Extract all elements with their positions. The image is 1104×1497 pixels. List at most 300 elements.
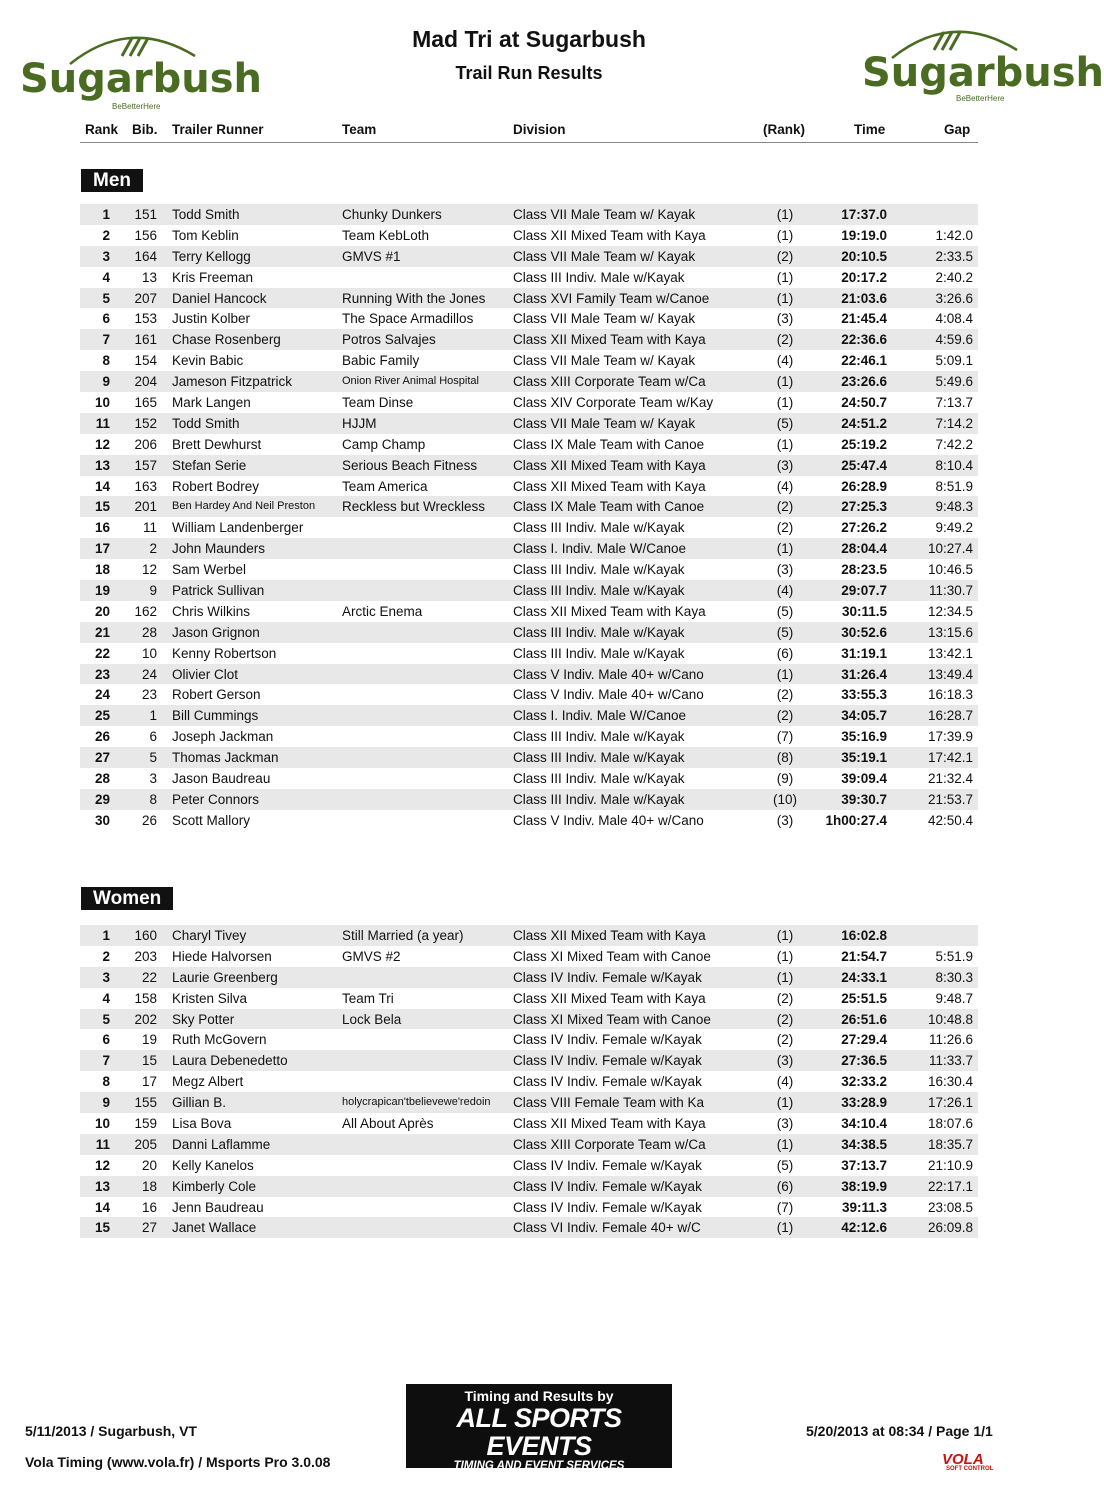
cell-rank: 8	[102, 1074, 110, 1090]
cell-time: 33:28.9	[841, 1095, 887, 1111]
ad-url: www.allsportsevents.com	[465, 1472, 613, 1486]
cell-bib: 151	[134, 207, 157, 222]
cell-division: Class XII Mixed Team with Kaya	[513, 457, 706, 473]
vola-logo-subtitle: SOFT CONTROL	[946, 1466, 994, 1472]
table-row	[80, 517, 978, 538]
cell-division: Class XIII Corporate Team w/Ca	[513, 1136, 706, 1152]
cell-gap: 23:08.5	[927, 1199, 973, 1215]
cell-rank: 19	[94, 583, 110, 599]
cell-rank: 3	[102, 969, 110, 985]
cell-time: 22:46.1	[841, 353, 887, 369]
cell-team: HJJM	[342, 415, 377, 431]
cell-time: 32:33.2	[841, 1074, 887, 1090]
cell-team: Potros Salvajes	[342, 332, 436, 348]
cell-rank: 30	[94, 812, 110, 828]
cell-gap: 16:30.4	[927, 1074, 973, 1090]
cell-rank: 29	[94, 791, 110, 807]
cell-division-rank: (3)	[776, 311, 794, 327]
cell-rank: 12	[94, 436, 110, 452]
cell-division-rank: (4)	[776, 478, 794, 494]
cell-division-rank: (5)	[776, 415, 794, 431]
cell-rank: 6	[102, 311, 110, 327]
cell-division: Class VII Male Team w/ Kayak	[513, 353, 696, 369]
table-row	[80, 559, 978, 580]
cell-rank: 4	[102, 990, 110, 1006]
cell-bib: 206	[134, 436, 157, 452]
cell-division: Class IV Indiv. Female w/Kayak	[513, 1032, 702, 1048]
table-row	[80, 329, 978, 350]
cell-time: 28:04.4	[841, 541, 887, 557]
cell-gap: 1:42.0	[935, 227, 973, 243]
cell-runner-name: Robert Bodrey	[172, 478, 260, 494]
cell-runner-name: Kimberly Cole	[172, 1178, 257, 1194]
cell-division: Class V Indiv. Male 40+ w/Cano	[513, 666, 704, 682]
cell-runner-name: Kristen Silva	[172, 990, 248, 1006]
cell-runner-name: Sky Potter	[172, 1011, 235, 1027]
cell-time: 22:36.6	[841, 332, 887, 348]
cell-division: Class III Indiv. Male w/Kayak	[513, 624, 685, 640]
cell-gap: 16:18.3	[927, 687, 973, 703]
cell-bib: 159	[134, 1116, 157, 1132]
header-division: Division	[513, 122, 566, 137]
cell-time: 38:19.9	[841, 1178, 887, 1194]
cell-time: 27:26.2	[841, 520, 887, 536]
table-row	[80, 476, 978, 497]
cell-time: 25:47.4	[841, 457, 887, 473]
cell-rank: 17	[94, 541, 110, 557]
cell-gap: 10:27.4	[927, 541, 973, 557]
cell-team: holycrapican'tbelievewe'redoin	[342, 1096, 491, 1109]
cell-time: 24:50.7	[841, 395, 887, 411]
cell-bib: 203	[134, 948, 157, 964]
cell-division: Class III Indiv. Male w/Kayak	[513, 269, 685, 285]
table-row	[80, 538, 978, 559]
header-bib: Bib.	[132, 122, 158, 137]
cell-rank: 16	[94, 520, 110, 536]
cell-division: Class I. Indiv. Male W/Canoe	[513, 541, 687, 557]
header-division-rank: (Rank)	[763, 122, 806, 137]
table-row	[80, 455, 978, 476]
cell-time: 42:12.6	[841, 1220, 887, 1236]
cell-gap: 10:48.8	[927, 1011, 973, 1027]
table-row	[80, 350, 978, 371]
cell-division-rank: (1)	[776, 227, 794, 243]
cell-rank: 15	[94, 499, 110, 515]
cell-team: Babic Family	[342, 353, 420, 369]
ad-brand: ALL SPORTS EVENTS	[456, 1403, 622, 1461]
cell-runner-name: Patrick Sullivan	[172, 583, 265, 599]
table-row	[80, 580, 978, 601]
cell-rank: 26	[94, 729, 110, 745]
cell-runner-name: Mark Langen	[172, 395, 251, 411]
logo-wordmark: Sugarbush	[862, 50, 1104, 96]
table-row	[80, 267, 978, 288]
cell-rank: 21	[94, 624, 110, 640]
cell-runner-name: Ruth McGovern	[172, 1032, 267, 1048]
cell-division: Class IV Indiv. Female w/Kayak	[513, 1074, 702, 1090]
cell-time: 34:38.5	[841, 1136, 887, 1152]
cell-team: Chunky Dunkers	[342, 207, 442, 222]
cell-runner-name: Chris Wilkins	[172, 603, 251, 619]
cell-division-rank: (4)	[776, 353, 794, 369]
cell-runner-name: Charyl Tivey	[172, 928, 247, 943]
cell-runner-name: Justin Kolber	[172, 311, 251, 327]
cell-time: 34:10.4	[841, 1116, 887, 1132]
cell-division-rank: (5)	[776, 603, 794, 619]
cell-gap: 5:09.1	[935, 353, 973, 369]
cell-division-rank: (7)	[776, 1199, 794, 1215]
cell-rank: 7	[102, 332, 110, 348]
cell-rank: 25	[94, 708, 110, 724]
table-row	[80, 392, 978, 413]
cell-bib: 154	[134, 353, 157, 369]
cell-bib: 20	[141, 1157, 157, 1173]
cell-time: 19:19.0	[841, 227, 887, 243]
cell-division-rank: (1)	[776, 541, 794, 557]
cell-time: 31:19.1	[841, 645, 887, 661]
table-row	[80, 413, 978, 434]
cell-runner-name: Terry Kellogg	[172, 248, 251, 264]
cell-time: 24:51.2	[841, 415, 887, 431]
table-row	[80, 946, 978, 967]
cell-team: Serious Beach Fitness	[342, 457, 478, 473]
cell-division: Class VI Indiv. Female 40+ w/C	[513, 1220, 701, 1236]
cell-division-rank: (1)	[776, 948, 794, 964]
cell-team: Camp Champ	[342, 436, 426, 452]
cell-division-rank: (2)	[776, 1032, 794, 1048]
cell-division-rank: (3)	[776, 812, 794, 828]
table-row	[80, 622, 978, 643]
cell-bib: 201	[134, 499, 157, 515]
cell-division-rank: (2)	[776, 332, 794, 348]
cell-runner-name: Todd Smith	[172, 207, 240, 222]
cell-division: Class XII Mixed Team with Kaya	[513, 928, 706, 943]
table-row	[80, 768, 978, 789]
footer-date-location: 5/11/2013 / Sugarbush, VT	[25, 1423, 197, 1439]
ad-line-1: Timing and Results by	[464, 1388, 614, 1404]
cell-gap: 42:50.4	[927, 812, 973, 828]
cell-division: Class IV Indiv. Female w/Kayak	[513, 1157, 702, 1173]
cell-time: 35:19.1	[841, 750, 887, 766]
cell-runner-name: William Landenberger	[172, 520, 304, 536]
table-row	[80, 1134, 978, 1155]
cell-bib: 26	[141, 812, 157, 828]
cell-gap: 13:42.1	[927, 645, 973, 661]
cell-runner-name: Joseph Jackman	[172, 729, 274, 745]
cell-runner-name: Janet Wallace	[172, 1220, 257, 1236]
cell-bib: 8	[149, 791, 157, 807]
cell-time: 25:19.2	[841, 436, 887, 452]
cell-runner-name: John Maunders	[172, 541, 266, 557]
cell-division: Class XII Mixed Team with Kaya	[513, 478, 706, 494]
cell-rank: 15	[94, 1220, 110, 1236]
cell-rank: 10	[94, 395, 110, 411]
header-name: Trailer Runner	[172, 122, 264, 137]
cell-team: Reckless but Wreckless	[342, 499, 486, 515]
cell-division: Class XI Mixed Team with Canoe	[513, 1011, 711, 1027]
cell-time: 34:05.7	[841, 708, 887, 724]
cell-bib: 19	[141, 1032, 157, 1048]
cell-gap: 11:33.7	[928, 1053, 973, 1069]
cell-division: Class III Indiv. Male w/Kayak	[513, 645, 685, 661]
cell-runner-name: Kelly Kanelos	[172, 1157, 254, 1173]
cell-bib: 9	[149, 583, 157, 599]
cell-division: Class IV Indiv. Female w/Kayak	[513, 969, 702, 985]
table-row	[80, 664, 978, 685]
cell-division-rank: (2)	[776, 248, 794, 264]
cell-division: Class XII Mixed Team with Kaya	[513, 1116, 706, 1132]
table-row	[80, 1176, 978, 1197]
cell-division-rank: (2)	[776, 520, 794, 536]
cell-bib: 24	[141, 666, 157, 682]
cell-runner-name: Todd Smith	[172, 415, 240, 431]
cell-rank: 24	[94, 687, 110, 703]
cell-division: Class XI Mixed Team with Canoe	[513, 948, 711, 964]
cell-gap: 5:51.9	[935, 948, 973, 964]
cell-bib: 164	[134, 248, 157, 264]
cell-gap: 2:33.5	[935, 248, 973, 264]
cell-rank: 3	[102, 248, 110, 264]
table-row	[80, 601, 978, 622]
cell-gap: 12:34.5	[927, 603, 973, 619]
cell-team: Running With the Jones	[342, 290, 486, 306]
cell-division-rank: (2)	[776, 687, 794, 703]
table-row	[80, 925, 978, 946]
table-row	[80, 789, 978, 810]
cell-runner-name: Ben Hardey And Neil Preston	[172, 500, 316, 513]
cell-division-rank: (1)	[776, 436, 794, 452]
cell-bib: 160	[134, 928, 157, 943]
cell-rank: 10	[94, 1116, 110, 1132]
cell-rank: 1	[102, 928, 110, 943]
cell-team: Team Dinse	[342, 395, 414, 411]
header-time: Time	[854, 122, 886, 137]
cell-division: Class III Indiv. Male w/Kayak	[513, 750, 685, 766]
cell-rank: 8	[102, 353, 110, 369]
table-row	[80, 684, 978, 705]
cell-time: 27:25.3	[841, 499, 887, 515]
cell-runner-name: Peter Connors	[172, 791, 260, 807]
cell-division-rank: (2)	[776, 708, 794, 724]
cell-rank: 5	[102, 1011, 110, 1027]
cell-division: Class III Indiv. Male w/Kayak	[513, 520, 685, 536]
cell-bib: 162	[134, 603, 157, 619]
cell-runner-name: Danni Laflamme	[172, 1136, 271, 1152]
table-row	[80, 643, 978, 664]
cell-gap: 5:49.6	[935, 374, 973, 390]
cell-division: Class XIII Corporate Team w/Ca	[513, 374, 706, 390]
cell-rank: 14	[94, 1199, 110, 1215]
cell-division: Class VII Male Team w/ Kayak	[513, 207, 696, 222]
cell-bib: 11	[142, 520, 157, 536]
cell-bib: 202	[134, 1011, 157, 1027]
cell-division-rank: (4)	[776, 583, 794, 599]
cell-division-rank: (8)	[776, 750, 794, 766]
cell-gap: 9:48.3	[935, 499, 973, 515]
table-row	[80, 246, 978, 267]
cell-runner-name: Olivier Clot	[172, 666, 239, 682]
cell-runner-name: Kris Freeman	[172, 269, 254, 285]
cell-time: 25:51.5	[841, 990, 887, 1006]
cell-rank: 6	[102, 1032, 110, 1048]
cell-division-rank: (9)	[776, 771, 794, 787]
cell-division-rank: (2)	[776, 1011, 794, 1027]
cell-bib: 158	[134, 990, 157, 1006]
cell-rank: 9	[102, 1095, 110, 1111]
cell-time: 26:28.9	[841, 478, 887, 494]
cell-runner-name: Tom Keblin	[172, 227, 239, 243]
table-row	[80, 371, 978, 392]
women-results	[80, 925, 978, 1238]
cell-runner-name: Thomas Jackman	[172, 750, 279, 766]
cell-gap: 8:10.4	[935, 457, 973, 473]
table-row	[80, 1113, 978, 1134]
cell-gap: 18:35.7	[927, 1136, 973, 1152]
cell-division-rank: (5)	[776, 624, 794, 640]
cell-team: Arctic Enema	[342, 603, 423, 619]
cell-division-rank: (1)	[776, 374, 794, 390]
cell-gap: 7:14.2	[935, 415, 973, 431]
cell-time: 30:11.5	[841, 603, 887, 619]
cell-rank: 13	[94, 1178, 110, 1194]
table-row	[80, 496, 978, 517]
cell-division: Class XVI Family Team w/Canoe	[513, 290, 710, 306]
cell-gap: 21:32.4	[927, 771, 973, 787]
timing-sponsor-banner	[406, 1384, 672, 1486]
cell-time: 29:07.7	[841, 583, 887, 599]
cell-gap: 7:13.7	[935, 395, 973, 411]
footer-printed: 5/20/2013 at 08:34 / Page 1/1	[806, 1423, 993, 1439]
cell-gap: 9:49.2	[935, 520, 973, 536]
logo-tagline: BeBetterHere	[112, 102, 161, 111]
table-row	[80, 1029, 978, 1050]
section-label-women: Women	[81, 887, 173, 910]
cell-division: Class XIV Corporate Team w/Kay	[513, 395, 714, 411]
cell-runner-name: Stefan Serie	[172, 457, 247, 473]
cell-rank: 12	[94, 1157, 110, 1173]
cell-time: 31:26.4	[841, 666, 887, 682]
table-row	[80, 1050, 978, 1071]
cell-rank: 5	[102, 290, 110, 306]
cell-bib: 23	[141, 687, 157, 703]
cell-time: 26:51.6	[841, 1011, 887, 1027]
cell-time: 27:29.4	[841, 1032, 887, 1048]
cell-gap: 9:48.7	[935, 990, 973, 1006]
table-row	[80, 225, 978, 246]
cell-division: Class V Indiv. Male 40+ w/Cano	[513, 812, 704, 828]
page-title: Mad Tri at Sugarbush	[412, 26, 646, 52]
cell-division-rank: (4)	[776, 1074, 794, 1090]
cell-bib: 152	[134, 415, 157, 431]
cell-division: Class XII Mixed Team with Kaya	[513, 227, 706, 243]
cell-division: Class XII Mixed Team with Kaya	[513, 603, 706, 619]
cell-runner-name: Robert Gerson	[172, 687, 261, 703]
cell-division: Class IX Male Team with Canoe	[513, 436, 705, 452]
cell-gap: 10:46.5	[927, 562, 973, 578]
cell-runner-name: Jason Baudreau	[172, 771, 271, 787]
cell-division-rank: (1)	[776, 207, 794, 222]
cell-runner-name: Bill Cummings	[172, 708, 259, 724]
table-row	[80, 967, 978, 988]
cell-division-rank: (1)	[776, 290, 794, 306]
header-rank: Rank	[85, 122, 119, 137]
cell-time: 35:16.9	[841, 729, 887, 745]
cell-division: Class I. Indiv. Male W/Canoe	[513, 708, 687, 724]
cell-time: 28:23.5	[841, 562, 887, 578]
cell-rank: 4	[102, 269, 110, 285]
cell-runner-name: Laura Debenedetto	[172, 1053, 288, 1069]
table-row	[80, 288, 978, 309]
table-row	[80, 1155, 978, 1176]
cell-bib: 153	[134, 311, 157, 327]
cell-rank: 11	[95, 415, 110, 431]
table-row	[80, 705, 978, 726]
cell-time: 37:13.7	[841, 1157, 887, 1173]
cell-bib: 161	[134, 332, 157, 348]
cell-rank: 11	[95, 1136, 110, 1152]
cell-division: Class IV Indiv. Female w/Kayak	[513, 1178, 702, 1194]
table-row	[80, 308, 978, 329]
cell-division: Class III Indiv. Male w/Kayak	[513, 729, 685, 745]
cell-time: 16:02.8	[841, 928, 887, 943]
men-results	[80, 204, 978, 831]
cell-division-rank: (1)	[776, 269, 794, 285]
cell-runner-name: Jason Grignon	[172, 624, 260, 640]
cell-team: Onion River Animal Hospital	[342, 375, 479, 388]
cell-gap: 22:17.1	[927, 1178, 973, 1194]
cell-time: 24:33.1	[841, 969, 887, 985]
cell-team: GMVS #2	[342, 948, 401, 964]
cell-time: 30:52.6	[841, 624, 887, 640]
cell-gap: 17:39.9	[927, 729, 973, 745]
cell-runner-name: Kevin Babic	[172, 353, 244, 369]
table-row	[80, 1217, 978, 1238]
cell-runner-name: Megz Albert	[172, 1074, 244, 1090]
cell-team: Lock Bela	[342, 1011, 402, 1027]
cell-bib: 17	[141, 1074, 157, 1090]
cell-rank: 22	[94, 645, 110, 661]
cell-runner-name: Chase Rosenberg	[172, 332, 281, 348]
cell-rank: 18	[94, 562, 110, 578]
cell-gap: 21:10.9	[927, 1157, 973, 1173]
cell-bib: 10	[141, 645, 157, 661]
cell-rank: 9	[102, 374, 110, 390]
cell-rank: 23	[94, 666, 110, 682]
table-row	[80, 204, 978, 225]
cell-bib: 16	[141, 1199, 157, 1215]
cell-time: 21:03.6	[841, 290, 887, 306]
cell-bib: 12	[141, 562, 157, 578]
cell-runner-name: Kenny Robertson	[172, 645, 277, 661]
cell-division: Class III Indiv. Male w/Kayak	[513, 791, 685, 807]
cell-division-rank: (3)	[776, 1116, 794, 1132]
cell-division-rank: (5)	[776, 1157, 794, 1173]
cell-bib: 157	[134, 457, 157, 473]
header-gap: Gap	[944, 122, 971, 137]
cell-gap: 11:30.7	[928, 583, 973, 599]
cell-division-rank: (2)	[776, 990, 794, 1006]
cell-runner-name: Hiede Halvorsen	[172, 948, 272, 964]
cell-bib: 204	[134, 374, 157, 390]
cell-gap: 13:15.6	[927, 624, 973, 640]
cell-team: The Space Armadillos	[342, 311, 474, 327]
cell-division-rank: (1)	[776, 969, 794, 985]
cell-bib: 155	[134, 1095, 157, 1111]
cell-division: Class XII Mixed Team with Kaya	[513, 332, 706, 348]
cell-rank: 28	[94, 771, 110, 787]
cell-bib: 6	[149, 729, 157, 745]
header-team: Team	[342, 122, 377, 137]
